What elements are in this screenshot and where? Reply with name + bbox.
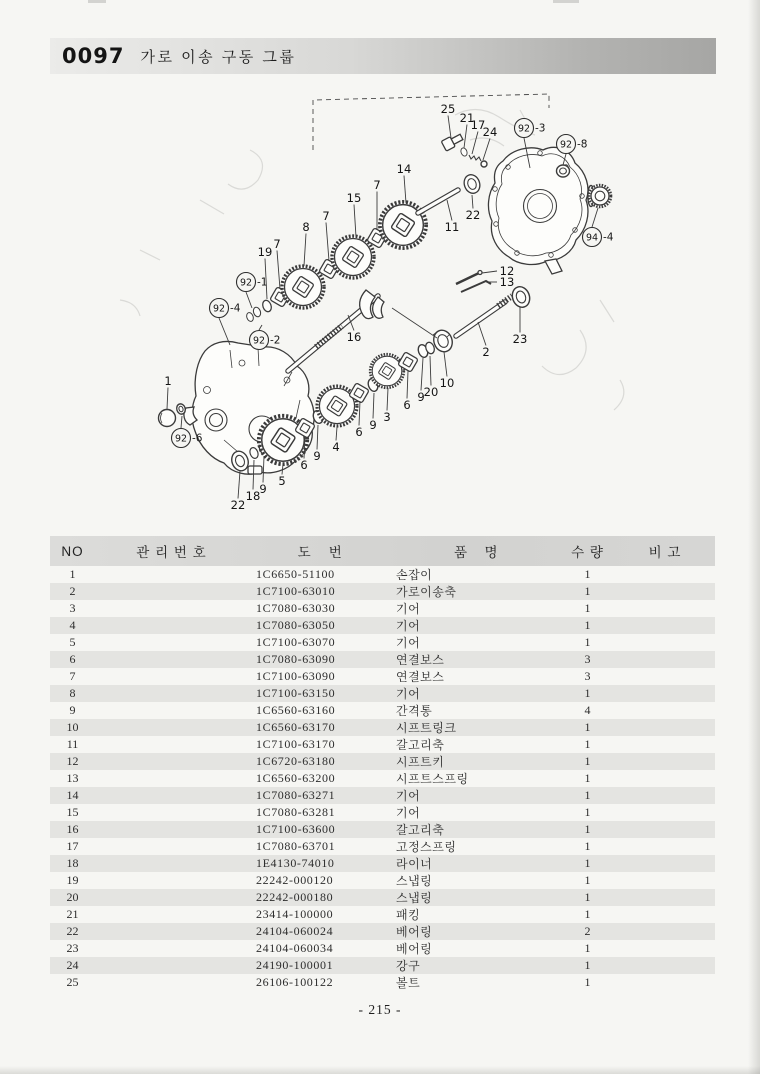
svg-text:6: 6 [403,398,411,412]
col-header-mgmt: 관 리 번 호 [136,545,207,560]
cell-qty: 1 [584,567,591,581]
callout-25 [441,102,456,138]
washer-92-2 [245,312,254,323]
callout-7 [322,209,329,261]
ball-24 [481,161,487,167]
table-row [50,702,715,719]
svg-text:25: 25 [440,102,456,116]
cell-qty: 1 [584,941,591,955]
cell-no: 4 [69,618,76,632]
pin-12 [456,271,482,285]
svg-text:11: 11 [444,220,460,234]
svg-text:4: 4 [332,440,340,454]
svg-text:17: 17 [470,118,486,132]
knob-part-1 [159,410,176,427]
svg-text:8: 8 [302,220,310,234]
cell-dwg: 1C6560-63170 [256,720,336,734]
parts-table [50,536,715,991]
table-row [50,685,715,702]
cell-dwg: 1C7080-63050 [256,618,336,632]
table-row [50,957,715,974]
gear-15 [332,236,374,278]
svg-text:-8: -8 [577,138,588,151]
table-row [50,736,715,753]
cell-dwg: 1C6650-51100 [256,567,335,581]
cell-dwg: 26106-100122 [256,975,334,989]
svg-text:7: 7 [273,237,281,251]
cell-qty: 3 [584,652,591,666]
callout-14 [397,162,412,203]
cell-no: 25 [66,975,79,989]
cell-qty: 1 [584,907,591,921]
callout-92-2 [250,325,281,350]
cell-qty: 1 [584,856,591,870]
cell-name: 기어 [396,636,421,650]
key-13 [461,281,491,292]
cell-name: 기어 [396,687,421,701]
table-row [50,974,715,991]
cell-qty: 1 [584,873,591,887]
cell-qty: 1 [584,584,591,598]
spring-17 [469,155,481,161]
cell-dwg: 1E4130-74010 [256,856,335,870]
cell-qty: 3 [584,669,591,683]
callout-2 [478,322,490,359]
cell-no: 9 [69,703,76,717]
svg-text:22: 22 [230,498,246,512]
callout-3 [383,388,390,424]
svg-text:7: 7 [322,209,330,223]
cell-qty: 1 [584,805,591,819]
callout-20 [424,356,439,399]
svg-text:23: 23 [512,332,528,346]
callout-6 [403,371,410,412]
cell-name: 갈고리축 [396,738,445,752]
svg-text:21: 21 [459,111,475,125]
cell-no: 12 [66,754,79,768]
callout-23 [513,307,528,346]
cell-dwg: 24190-100001 [256,958,334,972]
cell-no: 21 [66,907,79,921]
svg-text:16: 16 [346,330,362,344]
cell-name: 연결보스 [396,653,445,667]
svg-text:9: 9 [369,418,377,432]
cell-no: 17 [66,839,79,853]
cell-qty: 1 [584,686,591,700]
cell-qty: 1 [584,788,591,802]
cell-name: 기어 [396,602,421,616]
svg-text:3: 3 [383,410,391,424]
svg-text:1: 1 [164,374,172,388]
cell-dwg: 1C7080-63701 [256,839,336,853]
callout-15 [347,191,362,237]
cell-dwg: 22242-000180 [256,890,334,904]
svg-text:5: 5 [278,474,286,488]
cell-no: 3 [69,601,76,615]
cell-no: 5 [69,635,76,649]
table-row [50,804,715,821]
cell-no: 13 [66,771,79,785]
svg-text:9: 9 [313,449,321,463]
svg-text:13: 13 [499,275,515,289]
svg-text:19: 19 [257,245,273,259]
coupling-94-4 [588,185,611,207]
table-row [50,821,715,838]
svg-text:6: 6 [355,425,363,439]
callout-11 [445,200,460,234]
table-row [50,566,715,583]
table-row [50,838,715,855]
cell-dwg: 1C7080-63271 [256,788,336,802]
svg-text:92: 92 [252,335,266,347]
svg-text:9: 9 [259,482,267,496]
svg-text:92: 92 [212,303,226,315]
svg-text:10: 10 [439,376,455,390]
svg-text:-6: -6 [192,432,203,445]
cell-no: 1 [69,567,76,581]
cell-dwg: 1C7080-63030 [256,601,336,615]
svg-text:92: 92 [174,433,188,445]
washer-92-1 [252,306,262,317]
cell-qty: 1 [584,601,591,615]
cell-dwg: 24104-060034 [256,941,334,955]
table-row [50,719,715,736]
cell-name: 스냅링 [396,874,433,888]
cell-name: 시프트키 [396,755,445,769]
table-body [50,566,715,991]
cell-no: 19 [66,873,79,887]
svg-text:-2: -2 [270,334,281,347]
svg-text:92: 92 [239,277,253,289]
table-row [50,906,715,923]
page-number: - 215 - [358,1002,402,1017]
col-header-note: 비 고 [648,545,682,560]
callout-22 [466,195,481,222]
table-row [50,753,715,770]
table-row [50,787,715,804]
cell-dwg: 1C6720-63180 [256,754,336,768]
cell-name: 패킹 [396,908,421,922]
cell-name: 베어링 [396,942,433,956]
table-row [50,770,715,787]
svg-text:9: 9 [417,390,425,404]
svg-text:14: 14 [396,162,412,176]
plug-92-8 [557,165,570,177]
svg-text:7: 7 [373,178,381,192]
cell-dwg: 1C7080-63281 [256,805,336,819]
svg-text:92: 92 [559,139,573,151]
callout-9 [369,393,376,432]
callout-24 [483,125,498,160]
cell-dwg: 1C6560-63200 [256,771,336,785]
cell-no: 2 [69,584,76,598]
svg-text:6: 6 [300,458,308,472]
callout-19 [258,245,273,299]
callout-4 [332,427,339,454]
cell-name: 볼트 [396,976,421,990]
cell-dwg: 1C7100-63070 [256,635,336,649]
svg-text:24: 24 [482,125,498,139]
exploded-parts-diagram [0,0,760,535]
svg-text:-4: -4 [230,302,241,315]
gear-3 [370,354,404,388]
cell-dwg: 22242-000120 [256,873,334,887]
callout-13 [486,275,514,289]
svg-text:2: 2 [482,345,490,359]
table-row [50,651,715,668]
hook-shaft-11 [418,190,458,213]
cell-qty: 1 [584,771,591,785]
cell-qty: 1 [584,975,591,989]
svg-text:92: 92 [517,123,531,135]
svg-text:12: 12 [499,264,515,278]
table-header-row [50,536,715,566]
table-row [50,600,715,617]
col-header-qty: 수 량 [571,545,604,560]
cell-qty: 1 [584,839,591,853]
cell-dwg: 1C7100-63600 [256,822,336,836]
cell-no: 18 [66,856,79,870]
cell-no: 20 [66,890,79,904]
svg-text:20: 20 [423,385,439,399]
leader-line-long [392,308,437,338]
cell-name: 간격통 [396,704,433,718]
cell-no: 23 [66,941,79,955]
col-header-no: NO [61,543,84,559]
cell-name: 시프트링크 [396,721,457,735]
cell-qty: 1 [584,890,591,904]
cell-name: 연결보스 [396,670,445,684]
cell-qty: 2 [584,924,591,938]
cell-name: 손잡이 [396,568,433,582]
svg-text:-3: -3 [535,122,546,135]
gear-14 [380,202,426,248]
cell-dwg: 1C7100-63090 [256,669,336,683]
cell-dwg: 24104-060024 [256,924,334,938]
cell-name: 가로이송축 [396,585,457,599]
svg-text:18: 18 [245,489,261,503]
svg-text:22: 22 [465,208,481,222]
cell-name: 베어링 [396,925,433,939]
table-row [50,855,715,872]
cell-name: 시프트스프링 [396,772,469,786]
cell-no: 6 [69,652,76,666]
cell-no: 22 [66,924,79,938]
table-row [50,889,715,906]
cell-dwg: 1C6560-63160 [256,703,336,717]
cell-qty: 1 [584,618,591,632]
col-header-dwg: 도 번 [297,545,343,560]
svg-text:94: 94 [585,232,599,244]
shaft-2 [456,296,512,336]
col-header-name: 품 명 [453,545,499,560]
section-title: 가로 이송 구동 그룹 [140,48,297,66]
svg-text:-4: -4 [603,231,614,244]
cell-name: 스냅링 [396,891,433,905]
cell-qty: 1 [584,635,591,649]
callout-7 [273,237,280,289]
callout-22 [231,471,246,512]
callout-9 [313,425,320,463]
cell-name: 고정스프링 [396,840,457,854]
cell-qty: 1 [584,720,591,734]
cell-name: 강구 [396,959,421,973]
cell-no: 24 [66,958,79,972]
gear-8 [282,266,324,308]
table-row [50,872,715,889]
table-row [50,634,715,651]
cell-qty: 1 [584,737,591,751]
cell-dwg: 1C7100-63170 [256,737,336,751]
cell-no: 7 [69,669,76,683]
bearing-22-upper [462,172,483,195]
table-row [50,940,715,957]
table-row [50,583,715,600]
svg-text:15: 15 [346,191,362,205]
cell-dwg: 1C7100-63150 [256,686,336,700]
washer-21 [460,147,468,157]
cell-name: 라이너 [396,857,433,871]
cell-no: 16 [66,822,79,836]
table-row [50,668,715,685]
cell-qty: 1 [584,754,591,768]
cell-name: 기어 [396,789,421,803]
section-code: 0097 [62,44,125,68]
cell-no: 8 [69,686,76,700]
scan-edge-shade [0,1066,760,1074]
cell-name: 기어 [396,619,421,633]
table-row [50,923,715,940]
cover-plate-92-3 [488,147,588,274]
cell-dwg: 1C7080-63090 [256,652,336,666]
callout-8 [302,220,309,266]
cell-no: 15 [66,805,79,819]
cell-dwg: 23414-100000 [256,907,334,921]
callout-10 [440,352,455,390]
cell-qty: 1 [584,822,591,836]
cell-no: 10 [66,720,79,734]
cell-no: 11 [66,737,79,751]
bolt-25 [441,132,464,151]
svg-text:-1: -1 [257,276,268,289]
cell-dwg: 1C7100-63010 [256,584,336,598]
callout-1 [164,374,171,409]
table-row [50,617,715,634]
cell-qty: 1 [584,958,591,972]
cell-qty: 4 [584,703,591,717]
cell-name: 갈고리축 [396,823,445,837]
cell-name: 기어 [396,806,421,820]
cell-no: 14 [66,788,79,802]
callout-9 [417,358,424,404]
callout-92-4 [210,299,241,346]
